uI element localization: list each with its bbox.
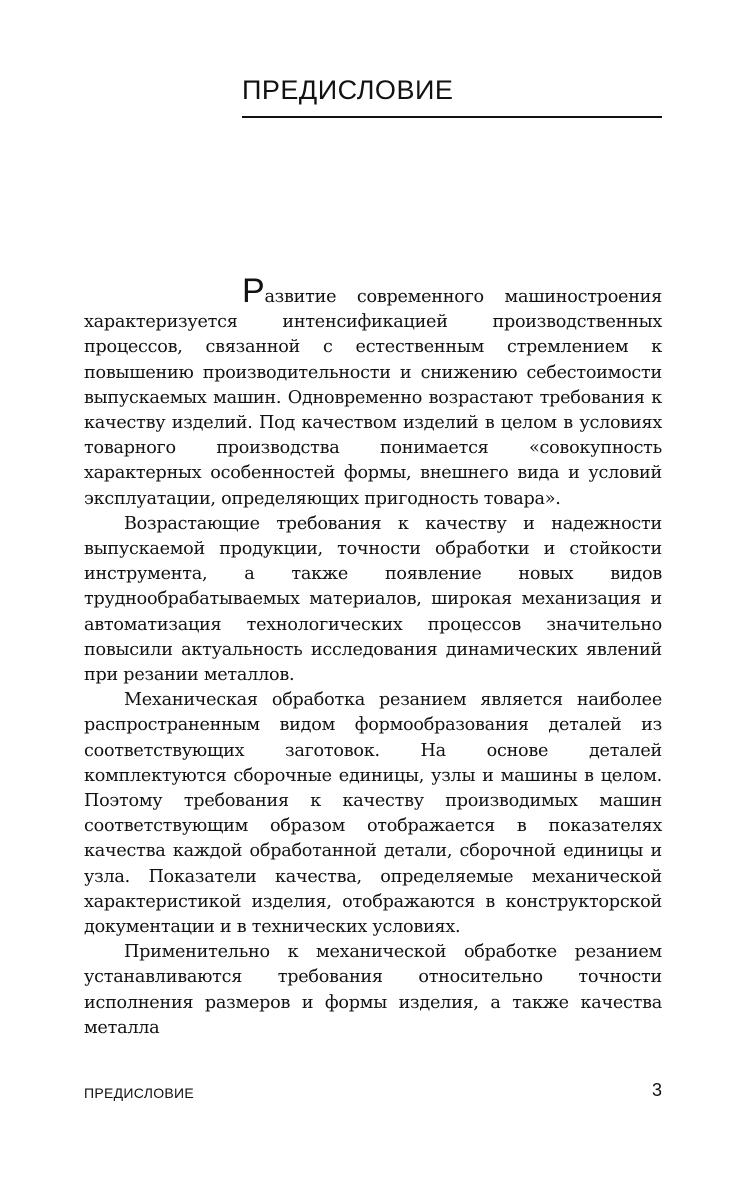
chapter-heading: ПРЕДИСЛОВИЕ — [242, 75, 454, 105]
heading-rule — [242, 116, 662, 118]
paragraph-1-text: азвитие современного машиностроения характеризуется интенсификацией производственных процессов, связанной с естественным стремлением к повышению производительности и снижению себестоимости выпускаемых машин. Одновременно возрастают требования к качеству изделий. Под качеством изделий в целом в условиях товарного производства понимается «совокупность характерных особенностей формы, внешнего вида и условий эксплуатации, определяющих пригодность товара». — [84, 287, 662, 509]
paragraph-1 — [84, 272, 662, 512]
body-text — [84, 272, 662, 1041]
drop-cap: Р — [242, 272, 265, 310]
page-number: 3 — [651, 1080, 662, 1100]
paragraph-3: Механическая обработка резанием является наиболее распространенным видом формообразования деталей из соответствующих заготовок. На основе деталей комплектуются сборочные единицы, узлы и машины в целом. Поэтому требования к качеству производимых машин соответствующим образом отображается в показателях качества каждой обработанной детали, сборочной единицы и узла. Показатели качества, определяемые механической характеристикой изделия, отображаются в конструкторской документации и в технических условиях. — [84, 690, 662, 938]
running-footer-title: ПРЕДИСЛОВИЕ — [84, 1085, 195, 1101]
paragraph-4: Применительно к механической обработке резанием устанавливаются требования относительно точности исполнения размеров и формы изделия, а также качества металла — [84, 942, 662, 1038]
paragraph-2: Возрастающие требования к качеству и надежности выпускаемой продукции, точности обработки и стойкости инструмента, а также появление новых видов труднообрабатываемых материалов, широкая механизация и автоматизация технологических процессов значительно повысили актуальность исследования динамических явлений при резании металлов. — [84, 513, 662, 686]
